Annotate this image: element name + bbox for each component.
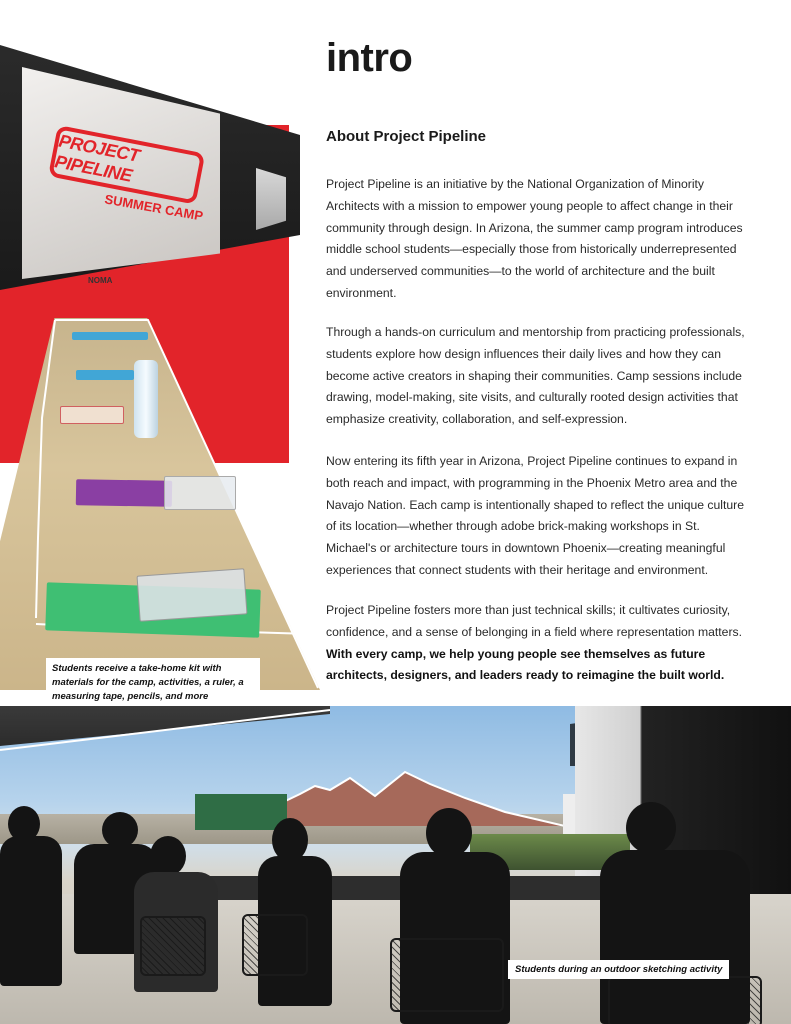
page-title: intro [326, 36, 413, 80]
student-head [626, 802, 676, 854]
water-bottle [134, 360, 158, 438]
blue-folder [72, 332, 148, 340]
kit-photo-caption: Students receive a take-home kit with materials for the camp, activities, a ruler, a measuring tape, pencils, and more [46, 658, 260, 708]
chair [390, 938, 504, 1012]
student-head [426, 808, 472, 858]
supply-bag [164, 476, 236, 510]
canopy-outline [0, 706, 330, 752]
chair [140, 916, 206, 976]
paragraph-intro: Project Pipeline is an initiative by the National Organization of Minority Architects with a mission to empower young people to affect change in their community through design. In Arizona, the summer camp program introduces middle school students—especially those from historically underrepresented and underserved communities—to the world of architecture and the built environment. [326, 177, 743, 300]
purple-folder [76, 479, 172, 507]
noma-logo: NOMA [88, 276, 113, 285]
student-head [150, 836, 186, 876]
green-building [195, 794, 287, 830]
kit-photo [0, 40, 320, 690]
mountain-outline [255, 768, 565, 828]
supply-bag [137, 568, 248, 621]
section-heading: About Project Pipeline [326, 128, 487, 145]
closing-text: Project Pipeline fosters more than just technical skills; it cultivates curiosity, confidence, and a sense of belonging in a field where representation matters. [326, 603, 742, 639]
outdoor-sketching-photo [0, 706, 791, 1024]
student-silhouette [0, 836, 62, 986]
sketching-photo-caption: Students during an outdoor sketching activity [508, 960, 729, 979]
project-pipeline-logo: PROJECT PIPELINE [48, 125, 205, 205]
blue-folder [76, 370, 134, 380]
paragraph-expansion: Now entering its fifth year in Arizona, Project Pipeline continues to expand in both reach and impact, with programming in the Phoenix Metro area and the Navajo Nation. Each camp is intentionally shaped to reflect the unique culture of its location—whether through adobe brick-making workshops in St. Michael's or architecture tours in downtown Phoenix—creating meaningful experiences that connect students with their heritage and environment. [326, 454, 745, 577]
chair [242, 914, 308, 976]
secondary-screen [256, 168, 286, 230]
closing-emphasis: With every camp, we help young people see themselves as future architects, designers, and leaders ready to reimagine the built world. [326, 646, 725, 683]
paragraph-curriculum: Through a hands-on curriculum and mentorship from practicing professionals, students explore how design influences their daily lives and how they can become active creators in shaping their communities. Camp sessions include drawing, model-making, site visits, and culturally rooted design activities that emphasize creativity, collaboration, and self-expression. [326, 325, 745, 427]
booklet [60, 406, 124, 424]
chair [608, 976, 762, 1024]
student-head [102, 812, 138, 848]
summer-camp-label: SUMMER CAMP [103, 191, 205, 224]
paragraph-closing [326, 600, 746, 687]
